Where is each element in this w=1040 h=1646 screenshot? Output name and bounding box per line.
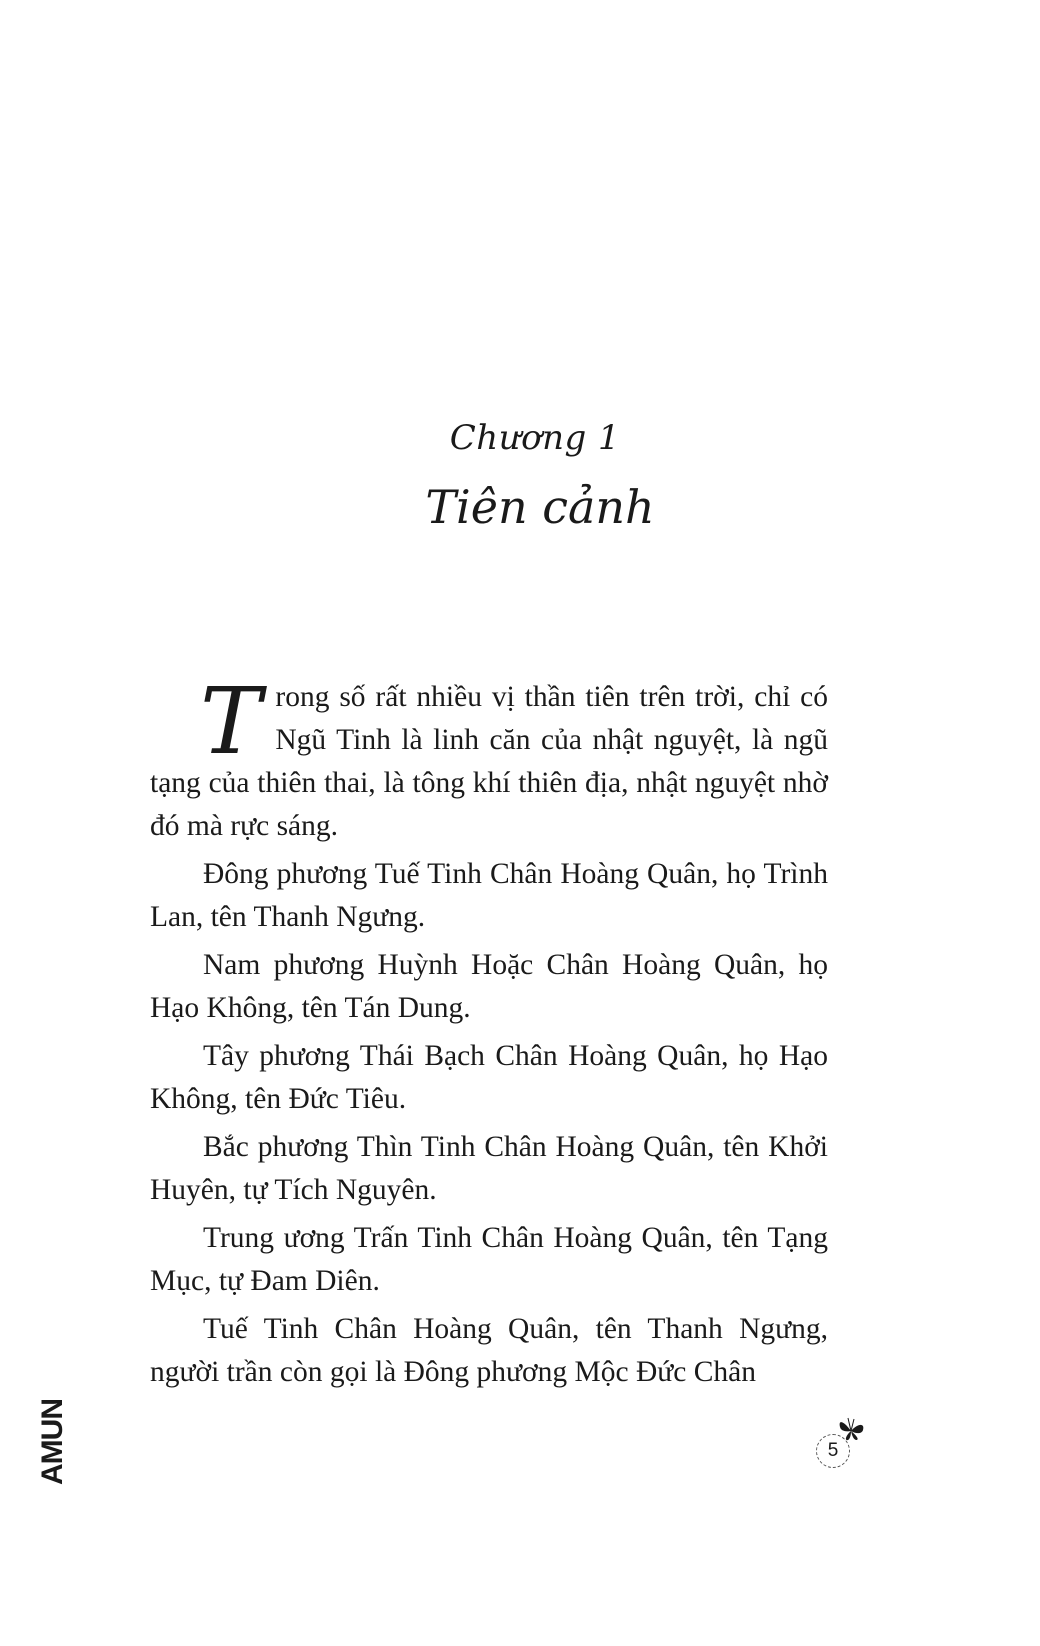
publisher-logo-text: AMUN xyxy=(36,1399,69,1485)
paragraph-first-text: rong số rất nhiều vị thần tiên trên trời, chỉ có Ngũ Tinh là linh căn của nhật nguyệt, là ngũ tạng của thiên thai, là tông khí thiên địa, nhật nguyệt nhờ đó mà rực sáng. xyxy=(150,681,828,842)
chapter-title: Tiên cảnh xyxy=(425,480,655,534)
paragraph: Trung ương Trấn Tinh Chân Hoàng Quân, tên Tạng Mục, tự Đam Diên. xyxy=(150,1222,828,1297)
drop-cap: T xyxy=(200,668,262,775)
chapter-label: Chương 1 xyxy=(449,418,621,458)
page-number: 5 xyxy=(827,1440,839,1461)
paragraph: Nam phương Huỳnh Hoặc Chân Hoàng Quân, họ Hạo Không, tên Tán Dung. xyxy=(150,949,828,1024)
chapter-body xyxy=(150,668,828,1399)
paragraph: Tây phương Thái Bạch Chân Hoàng Quân, họ Hạo Không, tên Đức Tiêu. xyxy=(150,1040,828,1115)
paragraph: Tuế Tinh Chân Hoàng Quân, tên Thanh Ngưng, người trần còn gọi là Đông phương Mộc Đức Chân xyxy=(150,1313,828,1388)
paragraph: Đông phương Tuế Tinh Chân Hoàng Quân, họ Trình Lan, tên Thanh Ngưng. xyxy=(150,858,828,933)
page-number-badge xyxy=(816,1434,850,1468)
paragraph-first xyxy=(150,668,828,848)
paragraph: Bắc phương Thìn Tinh Chân Hoàng Quân, tên Khởi Huyên, tự Tích Nguyên. xyxy=(150,1131,828,1206)
publisher-logo xyxy=(28,1392,78,1492)
